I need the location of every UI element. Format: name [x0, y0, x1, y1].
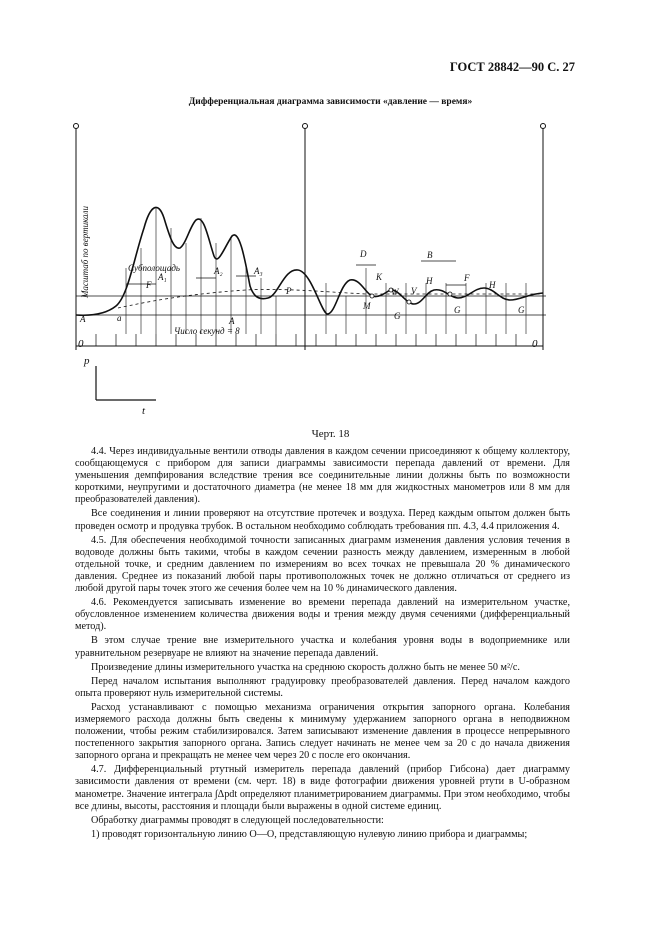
page-header: ГОСТ 28842—90 С. 27 — [449, 60, 575, 74]
paragraph: Обработку диаграммы проводят в следующей последовательности: — [91, 814, 384, 826]
paragraph: 4.6. Рекомендуется записывать изменение во времени перепада давлений на измерительном участке, обусловленное изменением количества движения воды и трения между двумя сечениями (дифференциальный метод). — [75, 597, 570, 633]
p-axis-label: p — [84, 355, 90, 367]
paragraph: 1) проводят горизонтальную линию O—O, представляющую нулевую линию прибора и диаграммы; — [91, 828, 528, 840]
paragraph: В этом случае трение вне измерительного участка и колебания уровня воды в водоприемнике или уравнительном резервуаре не влияют на значение перепада давлений. — [75, 635, 570, 659]
paragraph: Произведение длины измерительного участка на среднюю скорость должно быть не менее 50 м²/с. — [91, 661, 520, 673]
paragraph: Перед началом испытания выполняют градуировку преобразователей давления. Перед началом каждого опыта проверяют нуль измерительной системы. — [75, 675, 570, 699]
zero-left: 0 — [78, 338, 84, 350]
label-M: M — [363, 301, 371, 311]
label-W: W — [391, 287, 399, 297]
label-A3: A₃ — [254, 266, 263, 276]
paragraph: 4.5. Для обеспечения необходимой точности записанных диаграмм изменения давления условия течения в водоводе должны быть такими, чтобы в каждом сечении разность между давлением, измеренным в любой отдельной точке, и средним давлением по измерениям во всех точках не превышала 20 % динамического давления. Среднее из показаний любой пары противоположных точек не должно отличаться от среднего из любой другой пары точек этого же сечения более чем на 10 % динамического давления. — [75, 534, 570, 595]
label-V: V — [411, 286, 417, 296]
label-D: D — [360, 249, 367, 259]
label-B: B — [427, 250, 433, 260]
figure-caption: Черт. 18 — [311, 428, 350, 440]
label-G: G — [394, 311, 401, 321]
label-G-3: G — [518, 305, 525, 315]
pressure-time-diagram — [66, 118, 566, 418]
body-text — [75, 446, 570, 843]
seconds-label: Число секунд = 8 — [174, 326, 240, 336]
paragraph: Все соединения и линии проверяют на отсутствие протечек и воздуха. Перед каждым опытом должен быть проведен осмотр и продувка трубок. В остальном необходимо соблюдать требования пп. 4.3, 4.4 приложения 4. — [75, 508, 570, 532]
label-A1: A₁ — [158, 272, 167, 282]
label-F: F — [146, 280, 152, 290]
t-axis-label: t — [142, 405, 146, 417]
label-A: A — [80, 314, 86, 324]
paragraph: Расход устанавливают с помощью механизма ограничения открытия запорного органа. Колебания измеряемого расхода должны быть сведены к минимуму удержанием запорного органа в неподвижном положении, чтобы режим стабилизировался. Затем записывают изменение давления в процессе непрерывного постепенного закрытия запорного органа. Запись следует начинать не менее чем за 20 с до начала движения запорного органа и прекращать не менее чем через 20 с после его окончания. — [75, 701, 570, 762]
figure-title: Дифференциальная диаграмма зависимости «давление — время» — [188, 97, 473, 107]
sublabel: Субполощадь — [128, 263, 181, 273]
label-G-2: G — [454, 305, 461, 315]
label-F-2: F — [464, 273, 470, 283]
label-A-2: A — [229, 316, 235, 326]
scale-label: Масштаб по вертикали — [80, 206, 90, 298]
label-H-2: H — [489, 280, 496, 290]
label-A2: A₂ — [214, 266, 223, 276]
label-P: P — [286, 286, 292, 296]
paragraph: 4.4. Через индивидуальные вентили отводы давления в каждом сечении присоединяют к общему коллектору, сообщающемуся с прибором для записи диаграммы зависимости перепада давлений от времени. Для уменьшения демпфирования вследствие трения все соединительные линии должны быть по возможности короткими, неупругими и достаточного диаметра (не менее 18 мм для жидкостных манометров или 8 мм для преобразователей давления). — [75, 446, 570, 506]
pressure-curve — [76, 207, 543, 315]
paragraph: 4.7. Дифференциальный ртутный измеритель перепада давлений (прибор Гибсона) дает диаграмму зависимости давления от времени (см. черт. 18) в виде фотографии движения уровней ртути в U-образном манометре. Значение интеграла ∫Δpdt определяют планиметрированием диаграммы. При этом необходимо, чтобы все длины, высоты, расстояния и площади были выражены в одной системе единиц. — [75, 764, 570, 812]
label-a: a — [117, 313, 122, 323]
label-H: H — [426, 276, 433, 286]
zero-right: 0 — [532, 338, 538, 350]
label-K: K — [376, 272, 383, 282]
